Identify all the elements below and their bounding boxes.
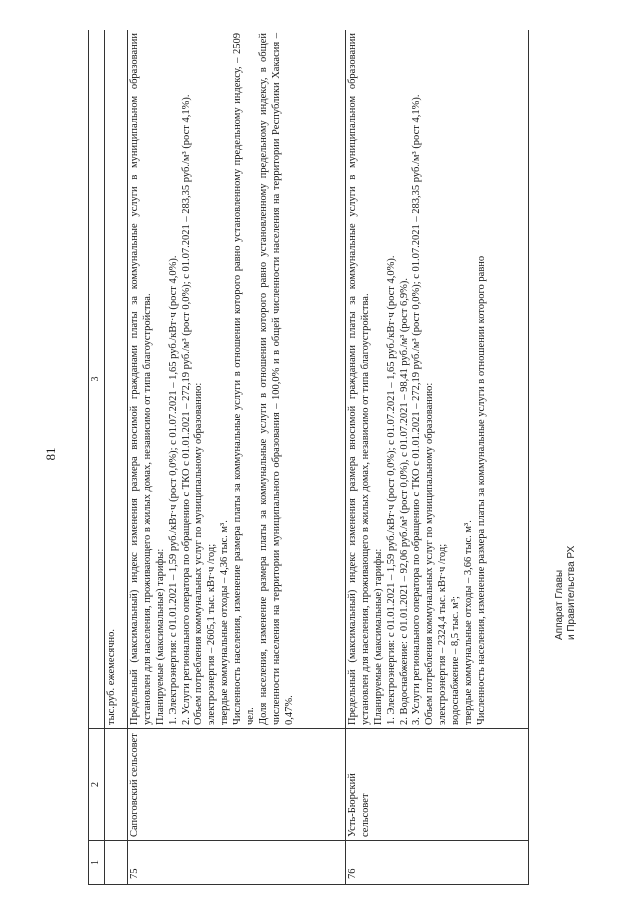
header-row <box>89 30 105 885</box>
paragraph: 2. Водоснабжение: с 01.01.2021 – 92,06 руб./м³ (рост 0,0%), с 01.07.2021 – 98,41 руб./м³ (рост 6,9%). <box>398 277 410 725</box>
paragraph: твердые коммунальные отходы – 3,66 тыс. м³. <box>463 520 475 725</box>
municipality-name: Сапоговский сельсовет <box>127 729 345 841</box>
paragraph: 3. Услуги регионального оператора по обращению с ТКО с 01.01.2021 – 272,19 руб./м³ (рост 0,0%); с 01.07.2021 – 283,35 руб./м³ (рост 4,1%). <box>411 94 423 725</box>
table-row <box>127 30 345 885</box>
prev-row-text: тыс.руб. ежемесячно. <box>105 628 117 725</box>
paragraph: 2. Услуги регионального оператора по обращению с ТКО с 01.01.2021 – 272,19 руб./м³ (рост 0,0%); с 01.07.2021 – 283,35 руб./м³ (рост 4,1%). <box>180 94 192 725</box>
header-col-2: 2 <box>89 729 105 841</box>
stamp-line-1: Аппарат Главы <box>554 569 565 640</box>
paragraph: 1. Электроэнергия: с 01.01.2021 – 1,59 руб./кВт·ч (рост 0,0%); с 01.07.2021 – 1,65 руб./кВт·ч (рост 4,0%). <box>385 255 397 725</box>
row-number: 76 <box>345 841 528 885</box>
row-content <box>345 30 528 729</box>
paragraph: водоснабжение – 8,5 тыс. м³; <box>450 596 462 725</box>
table-container <box>88 30 588 885</box>
stamp-line-2: и Правительства РХ <box>566 545 577 640</box>
paragraph: Планируемые (максимальные) тарифы: <box>154 548 166 725</box>
municipality-name: Усть-Бюрский сельсовет <box>345 729 528 841</box>
table-row-previous <box>104 30 127 885</box>
row-content <box>127 30 345 729</box>
paragraph: электроэнергия – 2324,4 тыс. кВт·ч /год; <box>437 543 449 725</box>
paragraph: электроэнергия – 2605,1 тыс. кВт·ч /год; <box>206 543 218 725</box>
paragraph: твердые коммунальные отходы – 4,36 тыс. м³. <box>219 520 231 725</box>
prev-name-cell <box>104 729 127 841</box>
paragraph: Доля населения, изменение размера платы за коммунальные услуги в отношении которого равно установленному предельному индексу, в общей численности населения на территории муниципального образования – 100,0% и в общей численности населения на территории Республики Хакасия – 0,47%. <box>257 33 295 725</box>
page-number: 81 <box>43 447 58 461</box>
rotated-table-frame <box>88 30 588 885</box>
header-col-1: 1 <box>89 841 105 885</box>
prev-num-cell <box>104 841 127 885</box>
paragraph: Объем потребления коммунальных услуг по муниципальному образованию: <box>193 382 205 725</box>
official-stamp <box>554 440 578 640</box>
paragraph: Предельный (максимальный) индекс изменения размера вносимой гражданами платы за коммунальные услуги в муниципальном образовании установлен для населения, проживающего в жилых домах, независимо от типа благоустройства. <box>346 33 371 725</box>
tariff-table <box>88 30 529 885</box>
paragraph: Объем потребления коммунальных услуг по муниципальному образованию: <box>424 382 436 725</box>
paragraph: 1. Электроэнергия: с 01.01.2021 – 1,59 руб./кВт·ч (рост 0,0%); с 01.07.2021 – 1,65 руб./кВт·ч (рост 4,0%). <box>167 255 179 725</box>
paragraph: Предельный (максимальный) индекс изменения размера вносимой гражданами платы за коммунальные услуги в муниципальном образовании установлен для населения, проживающего в жилых домах, независимо от типа благоустройства. <box>128 33 153 725</box>
header-col-3: 3 <box>89 30 105 729</box>
prev-content-cell <box>104 30 127 729</box>
paragraph: Численность населения, изменение размера платы за коммунальные услуги в отношении которого равно установленному предельному индексу, – 2509 чел. <box>232 33 257 725</box>
row-number: 75 <box>127 841 345 885</box>
paragraph: Планируемые (максимальные) тарифы: <box>372 548 384 725</box>
table-row <box>345 30 528 885</box>
paragraph: Численность населения, изменение размера платы за коммунальные услуги в отношении которого равно <box>475 255 487 725</box>
